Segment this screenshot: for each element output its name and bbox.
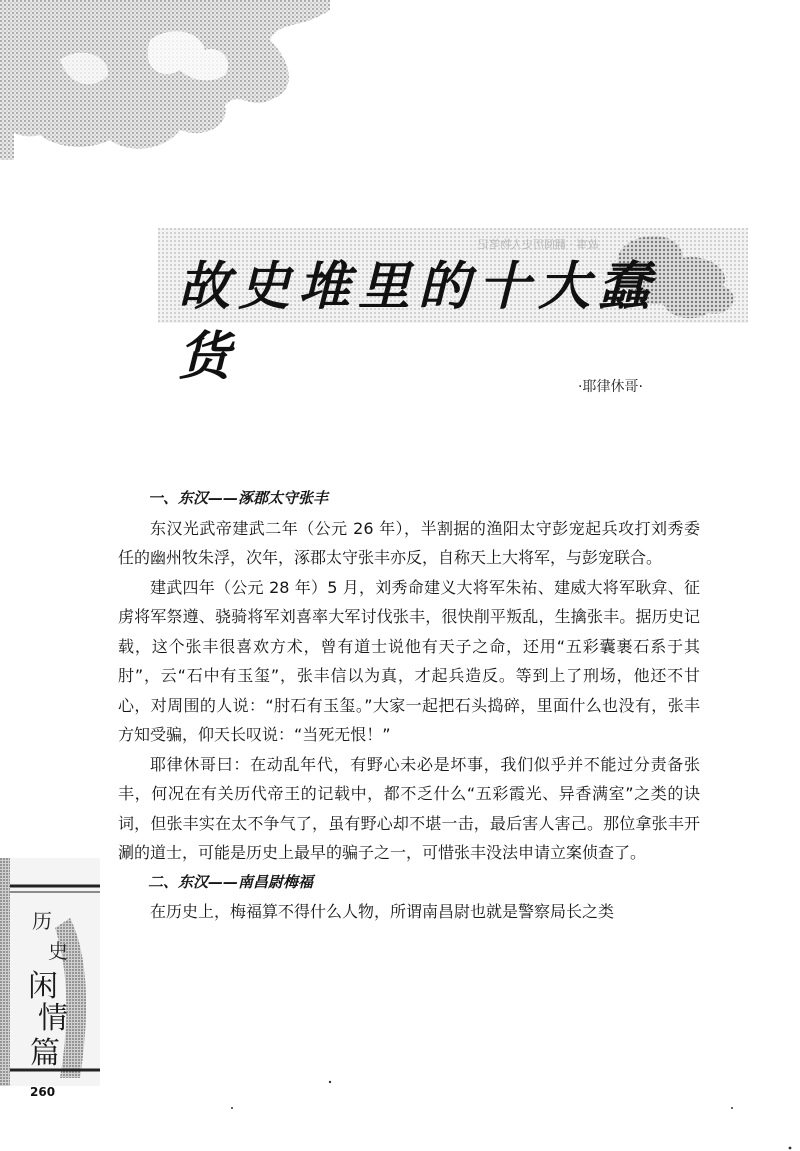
paragraph: 在历史上，梅福算不得什么人物，所谓南昌尉也就是警察局长之类 bbox=[150, 902, 615, 921]
side-tab-char: 历 bbox=[32, 909, 52, 933]
page-number: 260 bbox=[30, 1085, 56, 1099]
side-tab-char: 篇 bbox=[30, 1036, 60, 1071]
side-tab-decoration bbox=[0, 858, 100, 1086]
mirrored-caption: 故事 · 翻阅历史人物笔记 bbox=[478, 238, 599, 251]
article-body bbox=[118, 484, 700, 927]
side-tab-char: 情 bbox=[38, 1001, 68, 1036]
paragraph: 建武四年（公元 28 年）5 月，刘秀命建义大将军朱祐、建威大将军耿弇、征虏将军祭遵、骁骑将军刘喜率大军讨伐张丰，很快削平叛乱，生擒张丰。据历史记载，这个张丰很喜欢方术，曾有道士说他有天子之命，还用“五彩囊裹石系于其肘”，云“石中有玉玺”，张丰信以为真，才起兵造反。等到上了刑场，他还不甘心，对周围的人说：“肘石有玉玺。”大家一起把石头捣碎，里面什么也没有，张丰方知受骗，仰天长叹说：“当死无恨！” bbox=[118, 577, 700, 744]
paragraph: 耶律休哥曰：在动乱年代，有野心未必是坏事，我们似乎并不能过分责备张丰，何况在有关历代帝王的记载中，都不乏什么“五彩霞光、异香满室”之类的诀词，但张丰实在太不争气了，虽有野心却不堪一击，最后害人害己。那位拿张丰开涮的道士，可能是历史上最早的骗子之一，可惜张丰没法申请立案侦查了。 bbox=[118, 754, 700, 862]
author-byline: ·耶律休哥· bbox=[578, 379, 643, 395]
cloud-decoration-icon bbox=[0, 0, 330, 160]
section-heading: 二、东汉——南昌尉梅福 bbox=[148, 872, 314, 891]
side-tab-char: 闲 bbox=[28, 969, 58, 1004]
section-heading: 一、东汉——涿郡太守张丰 bbox=[148, 489, 329, 507]
page-title: 故史堆里的十大蠢货 bbox=[178, 256, 659, 387]
paragraph: 东汉光武帝建武二年（公元 26 年），半割据的渔阳太守彭宠起兵攻打刘秀委任的幽州牧朱浮，次年，涿郡太守张丰亦反，自称天上大将军，与彭宠联合。 bbox=[118, 518, 700, 567]
side-tab-char: 史 bbox=[48, 939, 68, 963]
